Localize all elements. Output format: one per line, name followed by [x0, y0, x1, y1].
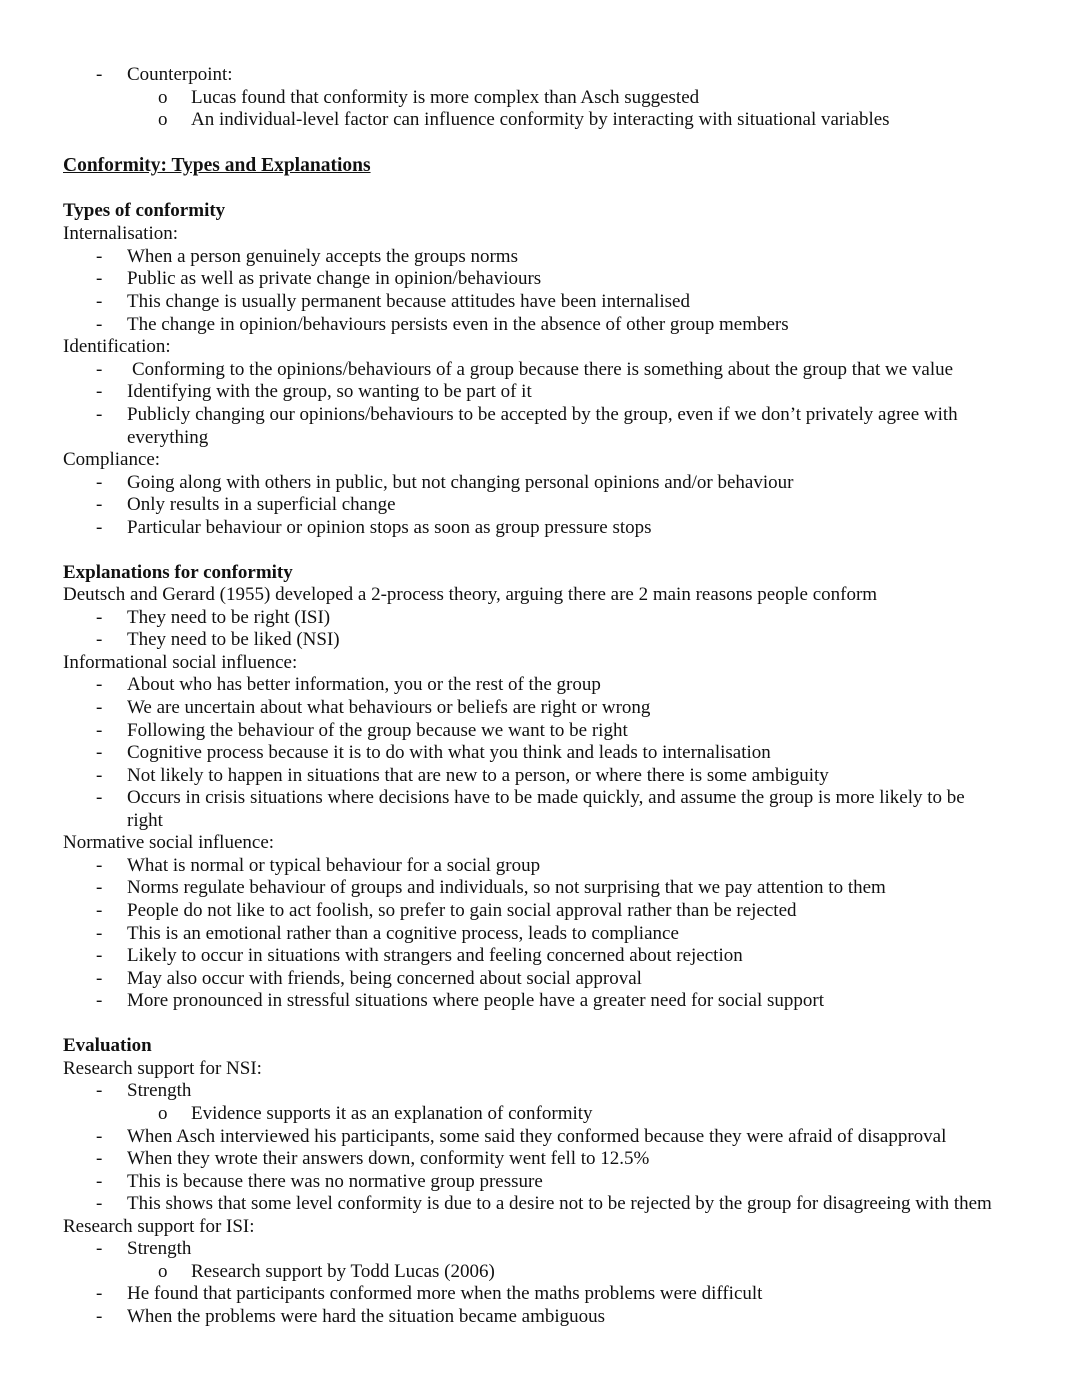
dash-bullet: -: [96, 1238, 103, 1259]
list-item: - This change is usually permanent because attitudes have been internalised: [96, 291, 690, 312]
circle-bullet: o: [158, 1261, 168, 1282]
list-item: [0, 1080, 1080, 1103]
dash-bullet: -: [96, 1171, 103, 1192]
list-item: - They need to be liked (NSI): [96, 629, 340, 650]
dash-bullet: -: [96, 381, 103, 402]
list-item: - More pronounced in stressful situations where people have a greater need for social support: [96, 990, 824, 1011]
circle-bullet: o: [158, 109, 168, 130]
dash-bullet: -: [96, 1306, 103, 1327]
dash-bullet: -: [96, 855, 103, 876]
dash-bullet: -: [96, 900, 103, 921]
counterpoint-label: Counterpoint:: [127, 64, 233, 85]
list-item: - Identifying with the group, so wanting to be part of it: [96, 381, 532, 402]
dash-bullet: -: [96, 494, 103, 515]
dash-bullet: -: [96, 64, 103, 85]
list-item: - He found that participants conformed more when the maths problems were difficult: [96, 1283, 763, 1304]
list-item: - Following the behaviour of the group because we want to be right: [96, 720, 628, 741]
list-item: [0, 1238, 1080, 1261]
dash-bullet: -: [96, 674, 103, 695]
dash-bullet: -: [96, 291, 103, 312]
list-item: - Publicly changing our opinions/behaviours to be accepted by the group, even if we don’t privately agree with: [96, 404, 958, 425]
counterpoint-point: o Lucas found that conformity is more complex than Asch suggested: [158, 87, 700, 108]
evaluation-heading: Evaluation: [63, 1035, 152, 1056]
list-item: - The change in opinion/behaviours persists even in the absence of other group members: [96, 314, 789, 335]
nsi-support-label-row: [0, 1058, 1080, 1081]
list-item: - This is an emotional rather than a cognitive process, leads to compliance: [96, 923, 679, 944]
nsi-label: Normative social influence:: [63, 832, 275, 853]
dash-bullet: -: [96, 968, 103, 989]
identification-label-row: [0, 336, 1080, 359]
list-item: - Conforming to the opinions/behaviours of a group because there is something about the group that we value: [96, 359, 954, 380]
nsi-label-row: [0, 832, 1080, 855]
dash-bullet: -: [96, 1283, 103, 1304]
list-item: - Norms regulate behaviour of groups and individuals, so not surprising that we pay attention to them: [96, 877, 886, 898]
dash-bullet: -: [96, 359, 103, 380]
dash-bullet: -: [96, 607, 103, 628]
isi-label: Informational social influence:: [63, 652, 298, 673]
isi-support-label-row: [0, 1216, 1080, 1239]
explanations-intro: Deutsch and Gerard (1955) developed a 2-process theory, arguing there are 2 main reasons people conform: [63, 584, 878, 605]
internalisation-label-row: [0, 223, 1080, 246]
list-item: - When Asch interviewed his participants, some said they conformed because they were afraid of disapproval: [96, 1126, 947, 1147]
list-item: - We are uncertain about what behaviours or beliefs are right or wrong: [96, 697, 651, 718]
strength-label: Strength: [127, 1238, 192, 1259]
types-heading: Types of conformity: [63, 200, 226, 221]
list-item: - When a person genuinely accepts the groups norms: [96, 246, 518, 267]
list-item: - Particular behaviour or opinion stops as soon as group pressure stops: [96, 517, 652, 538]
sub-list-item: o Evidence supports it as an explanation of conformity: [158, 1103, 593, 1124]
list-item: - Not likely to happen in situations that are new to a person, or where there is some ambiguity: [96, 765, 829, 786]
list-item: - Public as well as private change in opinion/behaviours: [96, 268, 542, 289]
identification-label: Identification:: [63, 336, 171, 357]
counterpoint-point: o An individual-level factor can influence conformity by interacting with situational variables: [158, 109, 890, 130]
section-title: Conformity: Types and Explanations: [63, 155, 371, 176]
dash-bullet: -: [96, 517, 103, 538]
list-item: - This shows that some level conformity is due to a desire not to be rejected by the group for disagreeing with them: [96, 1193, 992, 1214]
dash-bullet: -: [96, 246, 103, 267]
dash-bullet: -: [96, 1193, 103, 1214]
isi-support-label: Research support for ISI:: [63, 1216, 255, 1237]
list-item: - Occurs in crisis situations where decisions have to be made quickly, and assume the group is more likely to be: [96, 787, 965, 808]
circle-bullet: o: [158, 87, 168, 108]
list-item-continuation: right: [127, 810, 163, 831]
dash-bullet: -: [96, 877, 103, 898]
evaluation-heading-row: [0, 1035, 1080, 1058]
list-item: - What is normal or typical behaviour for a social group: [96, 855, 541, 876]
list-item: - When the problems were hard the situation became ambiguous: [96, 1306, 606, 1327]
list-item: - Going along with others in public, but not changing personal opinions and/or behaviour: [96, 472, 794, 493]
counterpoint-row: [0, 64, 1080, 87]
dash-bullet: -: [96, 1148, 103, 1169]
list-item: - When they wrote their answers down, conformity went fell to 12.5%: [96, 1148, 650, 1169]
list-item: - They need to be right (ISI): [96, 607, 331, 628]
list-item: - Only results in a superficial change: [96, 494, 396, 515]
dash-bullet: -: [96, 1126, 103, 1147]
dash-bullet: -: [96, 720, 103, 741]
section-title-row: [0, 155, 1080, 178]
dash-bullet: -: [96, 742, 103, 763]
list-item: - Cognitive process because it is to do with what you think and leads to internalisation: [96, 742, 771, 763]
list-item: - About who has better information, you or the rest of the group: [96, 674, 601, 695]
list-item: - This is because there was no normative group pressure: [96, 1171, 543, 1192]
dash-bullet: -: [96, 945, 103, 966]
circle-bullet: o: [158, 1103, 168, 1124]
internalisation-label: Internalisation:: [63, 223, 179, 244]
dash-bullet: -: [96, 990, 103, 1011]
list-item-continuation: everything: [127, 427, 209, 448]
list-item: - Likely to occur in situations with strangers and feeling concerned about rejection: [96, 945, 743, 966]
strength-label: Strength: [127, 1080, 192, 1101]
types-heading-row: [0, 200, 1080, 223]
sub-list-item: o Research support by Todd Lucas (2006): [158, 1261, 495, 1282]
dash-bullet: -: [96, 629, 103, 650]
dash-bullet: -: [96, 765, 103, 786]
dash-bullet: -: [96, 787, 103, 808]
nsi-support-label: Research support for NSI:: [63, 1058, 262, 1079]
list-item: - People do not like to act foolish, so prefer to gain social approval rather than be rejected: [96, 900, 797, 921]
dash-bullet: -: [96, 404, 103, 425]
dash-bullet: -: [96, 1080, 103, 1101]
explanations-heading: Explanations for conformity: [63, 562, 293, 583]
explanations-heading-row: [0, 562, 1080, 585]
dash-bullet: -: [96, 472, 103, 493]
compliance-label-row: [0, 449, 1080, 472]
explanations-intro-row: [0, 584, 1080, 607]
compliance-label: Compliance:: [63, 449, 161, 470]
list-item: - May also occur with friends, being concerned about social approval: [96, 968, 642, 989]
dash-bullet: -: [96, 314, 103, 335]
dash-bullet: -: [96, 923, 103, 944]
isi-label-row: [0, 652, 1080, 675]
dash-bullet: -: [96, 268, 103, 289]
dash-bullet: -: [96, 697, 103, 718]
